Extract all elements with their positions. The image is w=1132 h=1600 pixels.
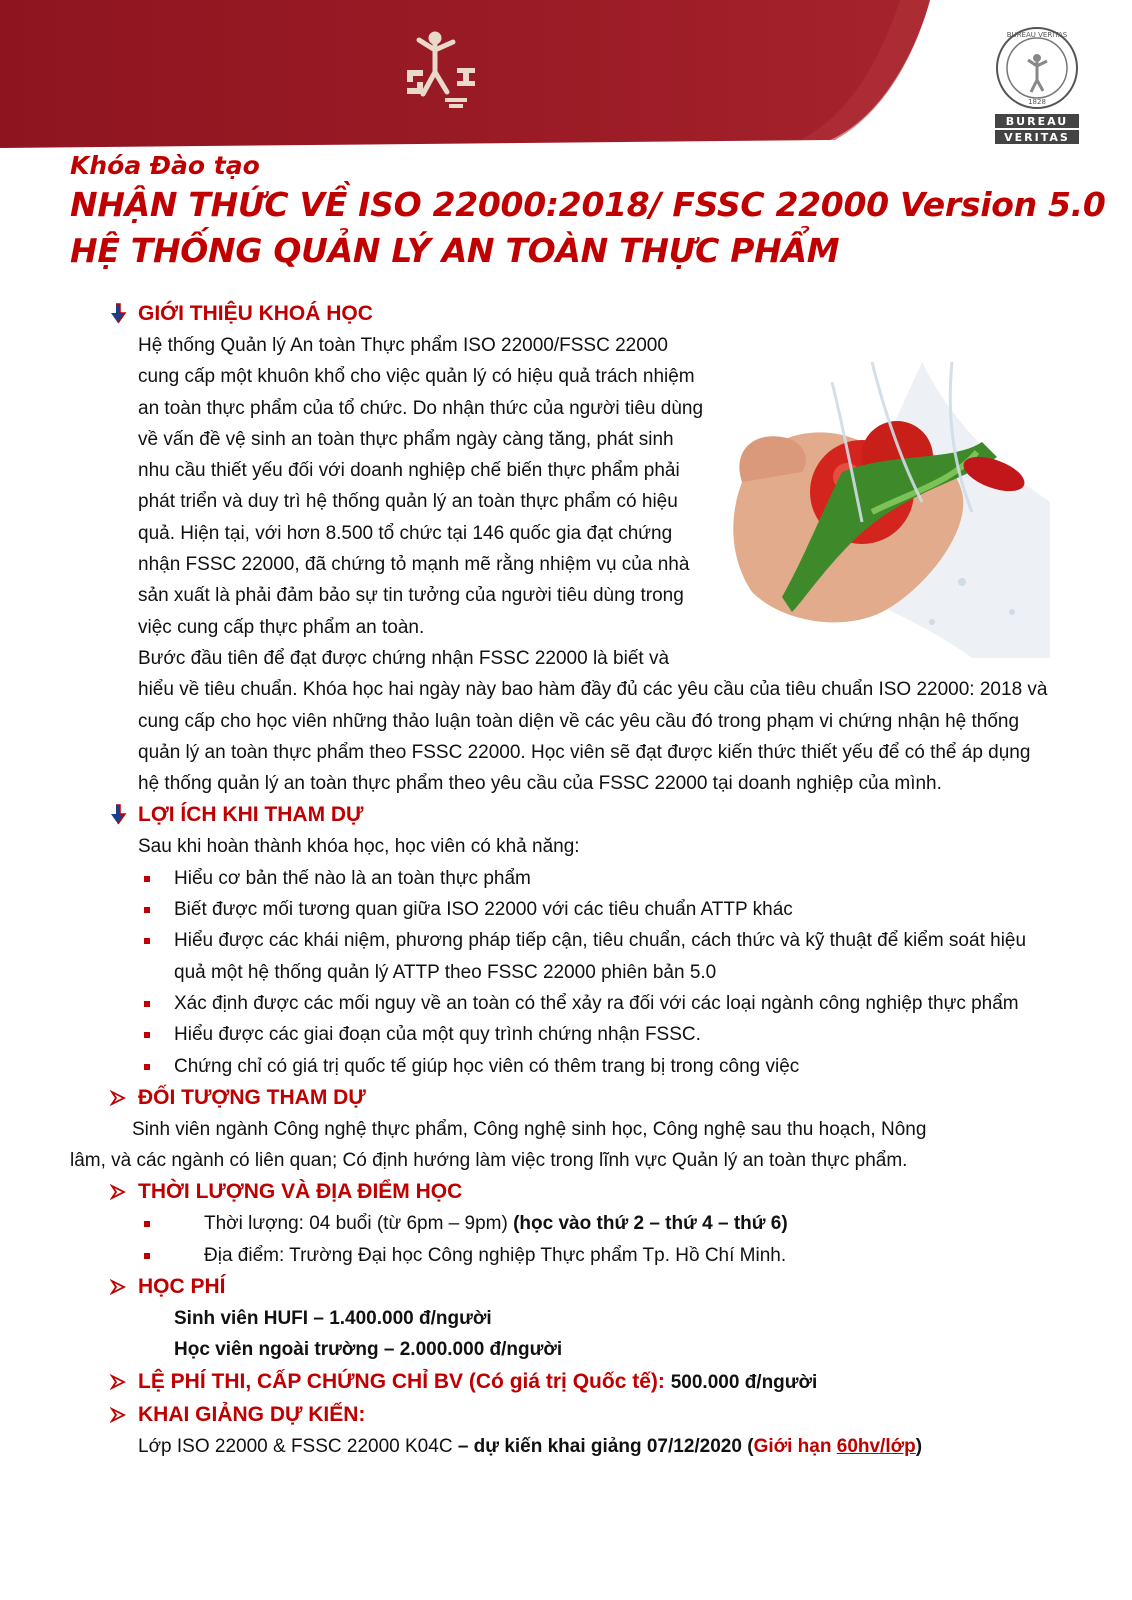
vegetables-washing-photo <box>722 362 1050 658</box>
schedule-heading-text: THỜI LƯỢNG VÀ ĐỊA ĐIỂM HỌC <box>138 1180 463 1204</box>
schedule-days: (học vào thứ 2 – thứ 4 – thứ 6) <box>513 1213 788 1235</box>
audience-text-a: Sinh viên ngành Công nghệ thực phẩm, Công nghệ sinh học, Công nghệ sau thu hoạch, Nông <box>132 1118 927 1140</box>
bv-line1: BUREAU <box>1005 115 1069 128</box>
intro-paragraph-1: Hệ thống Quản lý An toàn Thực phẩm ISO 22000/FSSC 22000 cung cấp một khuôn khổ cho việc quản lý có hiệu quả trách nhiệm an toàn thực phẩm của tổ chức. Do nhận thức của người tiêu dùng về vấn đề vệ sinh an toàn thực phẩm ngày càng tăng, phát sinh nhu cầu thiết yếu đối với doanh nghiệp chế biến thực phẩm phải phát triển và duy trì hệ thống quản lý an toàn thực phẩm có hiệu quả. Hiện tại, với hơn 8.500 tổ chức tại 146 quốc gia đạt chứng nhận FSSC 22000, đã chứng tỏ mạnh mẽ rằng nhiệm vụ của nhà sản xuất là phải đảm bảo sự tin tưởng của người tiêu dùng trong việc cung cấp thực phẩm an toàn. <box>138 335 704 638</box>
class-limit-value: 60hv/lớp <box>836 1435 916 1457</box>
down-arrow-icon <box>106 799 130 831</box>
audience-heading-text: ĐỐI TƯỢNG THAM DỰ <box>138 1085 366 1109</box>
list-item: Hiểu cơ bản thế nào là an toàn thực phẩm <box>70 863 1050 894</box>
list-item: Hiểu được các giai đoạn của một quy trình chứng nhận FSSC. <box>70 1019 1050 1050</box>
bv-ring-text: BUREAU VERITAS <box>1006 31 1068 39</box>
bullet-square-icon <box>144 907 150 913</box>
down-arrow-icon <box>106 298 130 330</box>
class-limit-label: Giới hạn <box>753 1435 837 1457</box>
list-item: Hiểu được các khái niệm, phương pháp tiếp cận, tiêu chuẩn, cách thức và kỹ thuật để kiểm soát hiệu quả một hệ thống quản lý ATTP theo FSSC 22000 phiên bản 5.0 <box>70 925 1050 988</box>
exam-heading-text: LỆ PHÍ THI, CẤP CHỨNG CHỈ BV (Có giá trị Quốc tế): <box>138 1369 665 1393</box>
section-heading-opening <box>70 1399 1050 1431</box>
fee-external: Học viên ngoài trường – 2.000.000 đ/người <box>174 1339 563 1361</box>
section-heading-exam <box>70 1366 1050 1399</box>
bullet-square-icon <box>144 1001 150 1007</box>
bullet-square-icon <box>144 1032 150 1038</box>
list-item: Xác định được các mối nguy về an toàn có thể xảy ra đối với các loại ngành công nghiệp thực phẩm <box>70 988 1050 1019</box>
section-heading-fee <box>70 1271 1050 1303</box>
arrowhead-icon <box>106 1366 130 1398</box>
list-item: Biết được mối tương quan giữa ISO 22000 với các tiêu chuẩn ATTP khác <box>70 894 1050 925</box>
bureau-veritas-logo <box>993 18 1081 148</box>
section-heading-intro <box>70 298 1050 330</box>
opening-date: dự kiến khai giảng 07/12/2020 <box>473 1435 742 1457</box>
main-content <box>70 298 1050 1462</box>
list-item: Địa điểm: Trường Đại học Công nghiệp Thực phẩm Tp. Hồ Chí Minh. <box>70 1240 1050 1271</box>
list-item: Thời lượng: 04 buổi (từ 6pm – 9pm) (học vào thứ 2 – thứ 4 – thứ 6) <box>70 1208 1050 1239</box>
course-title-line2: HỆ THỐNG QUẢN LÝ AN TOÀN THỰC PHẨM <box>70 231 840 270</box>
exam-fee-value: 500.000 đ/người <box>670 1371 818 1393</box>
section-heading-schedule <box>70 1176 1050 1208</box>
bullet-square-icon <box>144 1221 150 1227</box>
benefits-heading-text: LỢI ÍCH KHI THAM DỰ <box>138 803 364 827</box>
opening-class: Lớp ISO 22000 & FSSC 22000 K04C – dự kiến khai giảng 07/12/2020 (Giới hạn 60hv/lớp) <box>138 1435 923 1457</box>
intro-body <box>70 330 1050 799</box>
fee-hufi: Sinh viên HUFI – 1.400.000 đ/người <box>174 1308 492 1330</box>
intro-heading-text: GIỚI THIỆU KHOÁ HỌC <box>138 302 373 325</box>
intro-paragraph-2: Bước đầu tiên để đạt được chứng nhận FSSC 22000 là biết và hiểu về tiêu chuẩn. Khóa học hai ngày này bao hàm đầy đủ các yêu cầu của tiêu chuẩn ISO 22000: 2018 và cung cấp cho học viên những thảo luận toàn diện về các yêu cầu đó trong phạm vi chứng nhận hệ thống quản lý an toàn thực phẩm theo FSSC 22000. Học viên sẽ đạt được kiến thức thiết yếu để có thể áp dụng hệ thống quản lý an toàn thực phẩm theo yêu cầu của FSSC 22000 tại doanh nghiệp của mình. <box>138 647 1048 795</box>
opening-class-name: Lớp ISO 22000 & FSSC 22000 K04C <box>138 1435 453 1457</box>
header-banner <box>0 0 960 148</box>
opening-heading-text: KHAI GIẢNG DỰ KIẾN: <box>138 1402 366 1426</box>
bullet-square-icon <box>144 1064 150 1070</box>
fee-heading-text: HỌC PHÍ <box>138 1275 226 1299</box>
course-title-line1: NHẬN THỨC VỀ ISO 22000:2018/ FSSC 22000 Version 5.0 <box>70 185 1106 224</box>
title-block <box>70 150 1106 274</box>
bv-line2: VERITAS <box>1004 131 1070 144</box>
arrowhead-icon <box>106 1399 130 1431</box>
arrowhead-icon <box>106 1271 130 1303</box>
bullet-square-icon <box>144 1253 150 1259</box>
arrowhead-icon <box>106 1176 130 1208</box>
bullet-square-icon <box>144 938 150 944</box>
section-heading-benefits <box>70 799 1050 831</box>
list-item: Chứng chỉ có giá trị quốc tế giúp học viên có thêm trang bị trong công việc <box>70 1051 1050 1082</box>
audience-text-b: lâm, và các ngành có liên quan; Có định hướng làm việc trong lĩnh vực Quản lý an toàn thực phẩm. <box>70 1150 908 1172</box>
course-kicker: Khóa Đào tạo <box>70 151 260 180</box>
bv-year: 1828 <box>1028 98 1046 106</box>
bullet-square-icon <box>144 876 150 882</box>
section-heading-audience <box>70 1082 1050 1114</box>
arrowhead-icon <box>106 1082 130 1114</box>
benefits-lead: Sau khi hoàn thành khóa học, học viên có khả năng: <box>138 836 580 858</box>
